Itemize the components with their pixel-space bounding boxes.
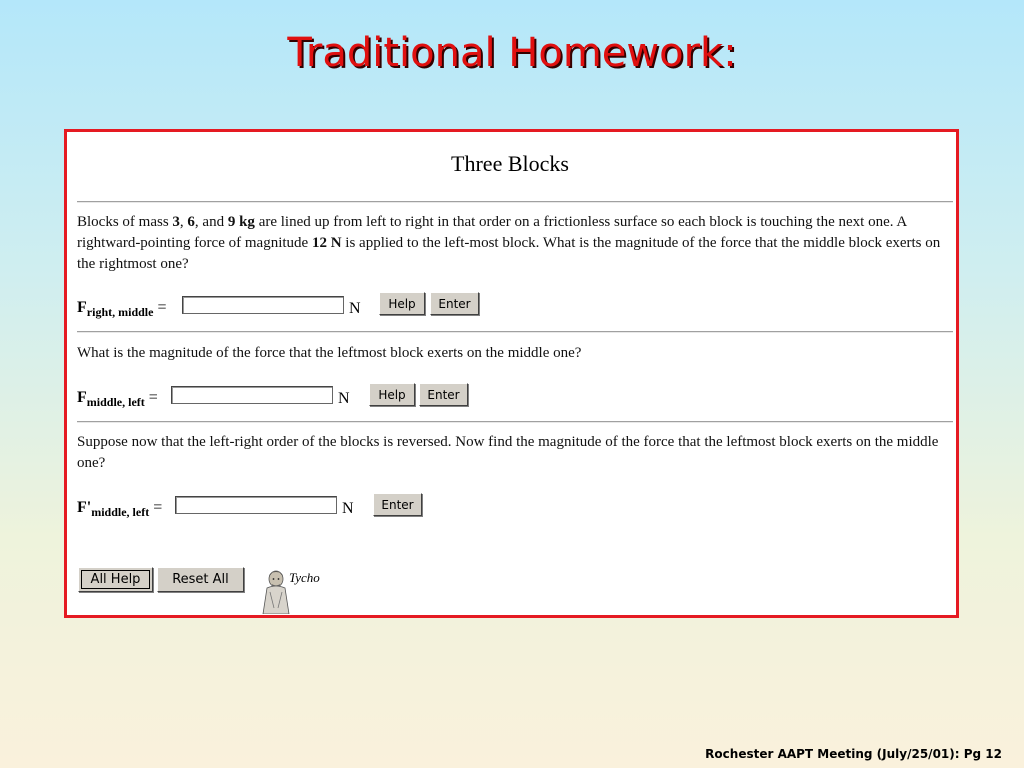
tycho-label: Tycho <box>289 570 320 585</box>
divider <box>77 331 953 333</box>
enter-button-3[interactable]: Enter <box>373 493 422 516</box>
slide-title: Traditional Homework: <box>287 30 737 76</box>
tycho-portrait-icon[interactable] <box>261 568 291 614</box>
enter-button-2[interactable]: Enter <box>419 383 468 406</box>
answer-1-unit: N <box>349 300 361 317</box>
problem-statement: Blocks of mass 3, 6, and 9 kg are lined up from left to right in that order on a frictionless surface so each block is touching the next one. A rightward-pointing force of magnitude 12 N is applied to the left-most block. What is the magnitude of the force that the middle block exerts on the rightmost one? <box>77 214 941 272</box>
slide-footer: Rochester AAPT Meeting (July/25/01): Pg 12 <box>705 747 1002 761</box>
divider <box>77 421 953 423</box>
answer-2-input[interactable] <box>171 386 333 404</box>
help-button-2[interactable]: Help <box>369 383 415 406</box>
question-3-text: Suppose now that the left-right order of the blocks is reversed. Now find the magnitude of the force that the leftmost block exerts on the middle one? <box>77 434 939 471</box>
divider <box>77 201 953 203</box>
answer-3-label: $F'_{middle, left}$ = <box>77 499 163 519</box>
answer-1-label: $F_{right, middle}$ = <box>77 299 167 319</box>
enter-button-1[interactable]: Enter <box>430 292 479 315</box>
answer-1-input[interactable] <box>182 296 344 314</box>
question-2-text: What is the magnitude of the force that the leftmost block exerts on the middle one? <box>77 345 582 361</box>
help-button-1[interactable]: Help <box>379 292 425 315</box>
page-heading: Three Blocks <box>451 151 569 176</box>
answer-2-label: $F_{middle, left}$ = <box>77 389 158 409</box>
all-help-button[interactable]: All Help <box>78 567 153 592</box>
answer-3-input[interactable] <box>175 496 337 514</box>
answer-3-unit: N <box>342 500 354 517</box>
answer-2-unit: N <box>338 390 350 407</box>
homework-frame <box>64 129 959 618</box>
reset-all-button[interactable]: Reset All <box>157 567 244 592</box>
